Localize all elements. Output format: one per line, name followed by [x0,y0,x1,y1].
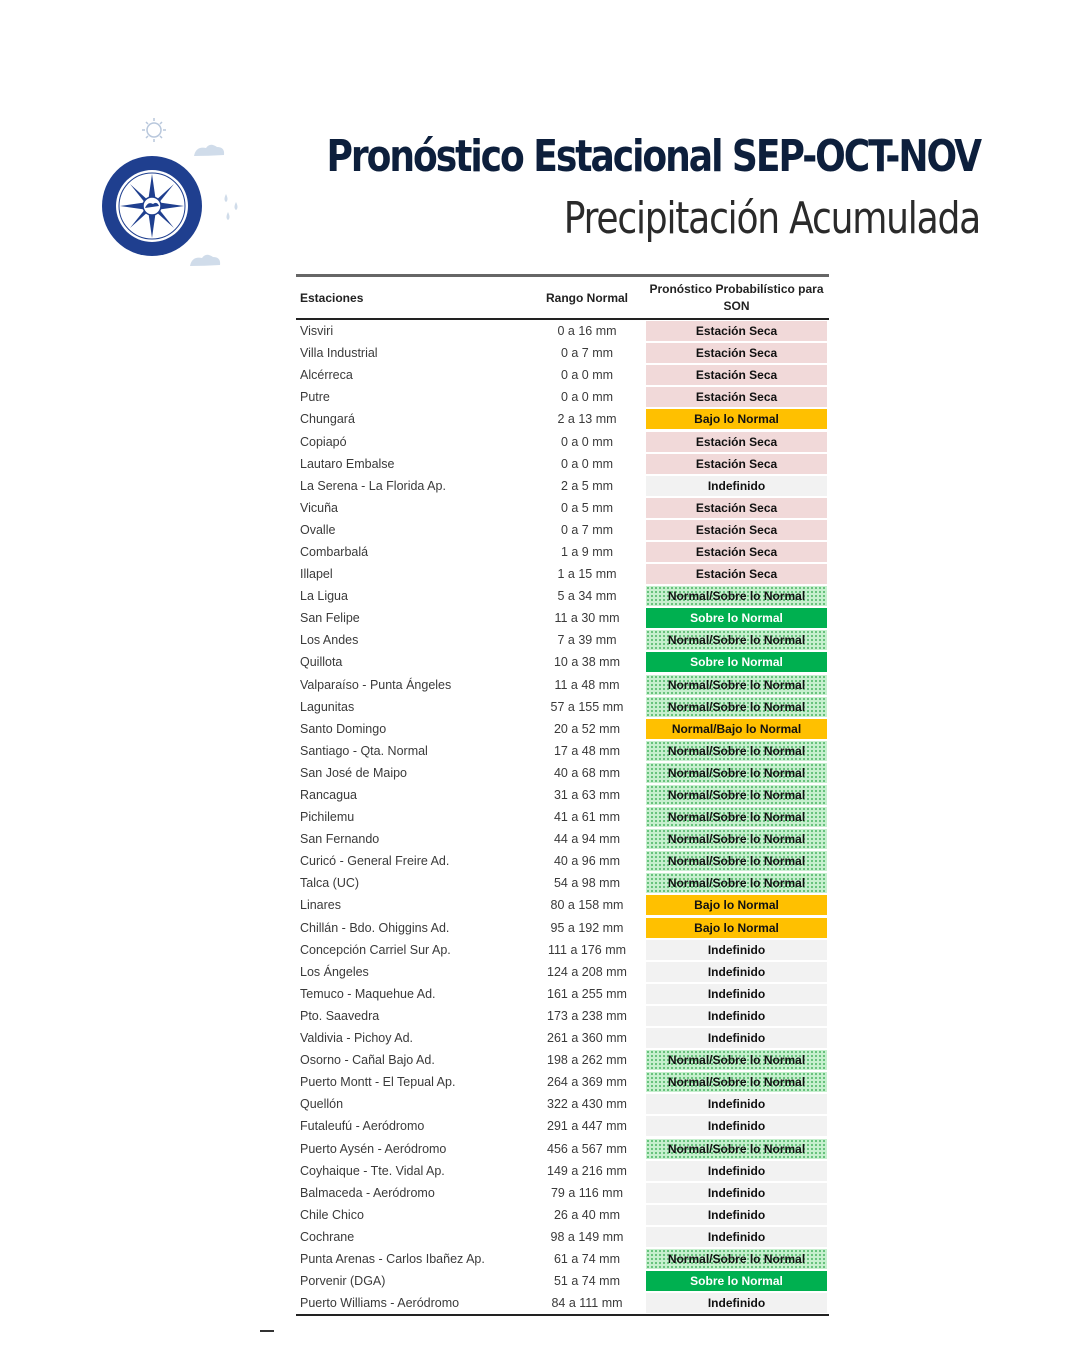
table-row [296,342,829,364]
normal-range: 98 a 149 mm [550,1229,624,1244]
station-name: Osorno - Cañal Bajo Ad. [300,1053,435,1068]
forecast-table [296,274,829,1316]
table-row [296,894,829,916]
station-name: Los Ángeles [300,964,369,979]
table-row [296,1182,829,1204]
normal-range: 17 a 48 mm [553,743,620,758]
normal-range: 111 a 176 mm [547,942,627,957]
normal-range: 95 a 192 mm [550,920,624,935]
normal-range: 80 a 158 mm [550,898,624,913]
page-subtitle: Precipitación Acumulada [563,193,980,244]
table-row [296,850,829,872]
forecast-badge: Normal/Sobre lo Normal [646,829,827,849]
normal-range: 20 a 52 mm [553,721,620,736]
forecast-badge: Normal/Sobre lo Normal [646,785,827,805]
station-name: Visviri [300,324,334,339]
normal-range: 173 a 238 mm [547,1008,627,1023]
forecast-badge: Normal/Sobre lo Normal [646,630,827,650]
table-row [296,607,829,629]
table-row [296,519,829,541]
table-row [296,1270,829,1292]
normal-range: 161 a 255 mm [547,986,627,1001]
forecast-badge: Estación Seca [646,321,827,341]
normal-range: 61 a 74 mm [553,1251,620,1266]
table-row [296,1049,829,1071]
normal-range: 5 a 34 mm [557,589,617,604]
station-name: Puerto Montt - El Tepual Ap. [300,1075,456,1090]
normal-range: 40 a 68 mm [553,765,620,780]
station-name: Copiapó [300,434,347,449]
normal-range: 11 a 30 mm [554,611,620,626]
station-name: Curicó - General Freire Ad. [300,854,450,869]
forecast-badge: Estación Seca [646,454,827,474]
normal-range: 1 a 9 mm [560,544,614,559]
table-row [296,762,829,784]
station-name: Valparaíso - Punta Ángeles [300,677,452,692]
forecast-badge: Estación Seca [646,387,827,407]
station-name: Talca (UC) [300,876,360,891]
station-name: San Fernando [300,832,380,847]
table-row [296,983,829,1005]
station-name: Temuco - Maquehue Ad. [300,986,436,1001]
station-name: Pto. Saavedra [300,1008,380,1023]
forecast-badge: Normal/Sobre lo Normal [646,697,827,717]
normal-range: 51 a 74 mm [553,1274,620,1289]
forecast-badge: Indefinido [646,1094,827,1114]
forecast-badge: Indefinido [646,1028,827,1048]
table-row [296,784,829,806]
station-name: Combarbalá [300,544,369,559]
forecast-badge: Bajo lo Normal [646,918,827,938]
table-row [296,1292,829,1314]
station-name: Villa Industrial [300,346,378,361]
forecast-badge: Indefinido [646,1116,827,1136]
normal-range: 0 a 0 mm [560,456,614,471]
table-row [296,497,829,519]
table-row [296,629,829,651]
forecast-badge: Sobre lo Normal [646,1271,827,1291]
station-name: Puerto Williams - Aeródromo [300,1296,460,1311]
station-name: San José de Maipo [300,765,408,780]
normal-range: 149 a 216 mm [547,1163,627,1178]
forecast-badge: Indefinido [646,1161,827,1181]
normal-range: 79 a 116 mm [550,1185,624,1200]
table-row [296,917,829,939]
forecast-badge: Estación Seca [646,564,827,584]
station-name: Chillán - Bdo. Ohiggins Ad. [300,920,450,935]
normal-range: 0 a 7 mm [560,346,614,361]
forecast-badge: Normal/Sobre lo Normal [646,851,827,871]
normal-range: 54 a 98 mm [553,876,620,891]
table-row [296,1093,829,1115]
normal-range: 124 a 208 mm [547,964,627,979]
normal-range: 44 a 94 mm [553,832,620,847]
forecast-badge: Indefinido [646,476,827,496]
forecast-badge: Normal/Bajo lo Normal [646,719,827,739]
normal-range: 0 a 0 mm [560,434,614,449]
station-name: Balmaceda - Aeródromo [300,1185,435,1200]
table-row [296,740,829,762]
normal-range: 0 a 7 mm [560,522,614,537]
side-line [260,1330,274,1332]
table-row [296,1204,829,1226]
forecast-badge: Normal/Sobre lo Normal [646,1050,827,1070]
normal-range: 26 a 40 mm [553,1207,620,1222]
normal-range: 57 a 155 mm [550,699,624,714]
station-name: La Ligua [300,589,348,604]
station-name: Futaleufú - Aeródromo [300,1119,425,1134]
normal-range: 0 a 0 mm [560,390,614,405]
station-name: Coyhaique - Tte. Vidal Ap. [300,1163,445,1178]
forecast-badge: Indefinido [646,962,827,982]
station-name: Linares [300,898,341,913]
forecast-badge: Bajo lo Normal [646,895,827,915]
normal-range: 261 a 360 mm [547,1031,627,1046]
table-row [296,541,829,563]
table-row [296,828,829,850]
station-name: Concepción Carriel Sur Ap. [300,942,451,957]
table-row [296,1137,829,1159]
forecast-badge: Estación Seca [646,520,827,540]
normal-range: 264 a 369 mm [547,1075,627,1090]
table-row [296,430,829,452]
station-name: Quillota [300,655,343,670]
table-row [296,563,829,585]
forecast-badge: Estación Seca [646,498,827,518]
forecast-badge: Bajo lo Normal [646,409,827,429]
station-name: Porvenir (DGA) [300,1274,386,1289]
title-block [183,126,980,250]
table-row [296,1160,829,1182]
table-row [296,1248,829,1270]
forecast-badge: Normal/Sobre lo Normal [646,1139,827,1159]
table-row [296,1027,829,1049]
station-name: Santiago - Qta. Normal [300,743,428,758]
table-row [296,475,829,497]
station-name: Pichilemu [300,810,355,825]
station-name: San Felipe [300,611,360,626]
normal-range: 10 a 38 mm [553,655,620,670]
table-row [296,961,829,983]
table-row [296,872,829,894]
normal-range: 322 a 430 mm [547,1097,627,1112]
station-name: Ovalle [300,522,336,537]
forecast-badge: Indefinido [646,984,827,1004]
forecast-badge: Indefinido [646,940,827,960]
table-row [296,651,829,673]
forecast-badge: Indefinido [646,1205,827,1225]
table-row [296,1071,829,1093]
forecast-badge: Normal/Sobre lo Normal [646,873,827,893]
normal-range: 41 a 61 mm [553,810,620,825]
forecast-badge: Indefinido [646,1183,827,1203]
forecast-badge: Estación Seca [646,365,827,385]
forecast-badge: Sobre lo Normal [646,608,827,628]
table-row [296,696,829,718]
table-row [296,320,829,342]
station-name: Chungará [300,412,355,427]
forecast-badge: Normal/Sobre lo Normal [646,1072,827,1092]
table-header [296,277,829,320]
normal-range: 2 a 5 mm [560,478,614,493]
normal-range: 0 a 16 mm [557,324,617,339]
forecast-badge: Normal/Sobre lo Normal [646,807,827,827]
header-range: Rango Normal [545,290,628,305]
station-name: Puerto Aysén - Aeródromo [300,1141,447,1156]
table-row [296,674,829,696]
normal-range: 2 a 13 mm [557,412,617,427]
forecast-badge: Estación Seca [646,542,827,562]
forecast-badge: Normal/Sobre lo Normal [646,1249,827,1269]
normal-range: 11 a 48 mm [554,677,620,692]
normal-range: 0 a 5 mm [560,500,614,515]
forecast-badge: Indefinido [646,1227,827,1247]
normal-range: 31 a 63 mm [553,788,620,803]
station-name: Putre [300,390,330,405]
station-name: Santo Domingo [300,721,387,736]
forecast-badge: Normal/Sobre lo Normal [646,675,827,695]
normal-range: 0 a 0 mm [560,368,614,383]
station-name: La Serena - La Florida Ap. [300,478,446,493]
forecast-badge: Normal/Sobre lo Normal [646,586,827,606]
forecast-badge: Estación Seca [646,343,827,363]
table-row [296,1005,829,1027]
normal-range: 291 a 447 mm [547,1119,627,1134]
normal-range: 40 a 96 mm [553,854,620,869]
station-name: Chile Chico [300,1207,364,1222]
header-forecast: Pronóstico Probabilístico para SON [649,281,824,313]
table-row [296,386,829,408]
station-name: Punta Arenas - Carlos Ibañez Ap. [300,1251,485,1266]
table-body [296,320,829,1314]
table-row [296,364,829,386]
forecast-badge: Normal/Sobre lo Normal [646,763,827,783]
table-row [296,1115,829,1137]
station-name: Illapel [300,567,333,582]
table-row [296,585,829,607]
normal-range: 84 a 111 mm [551,1296,623,1311]
station-name: Rancagua [300,788,357,803]
forecast-badge: Estación Seca [646,432,827,452]
table-row [296,806,829,828]
station-name: Los Andes [300,633,359,648]
normal-range: 7 a 39 mm [557,633,617,648]
station-name: Vicuña [300,500,338,515]
normal-range: 456 a 567 mm [547,1141,627,1156]
header-stations: Estaciones [300,290,364,305]
table-row [296,939,829,961]
forecast-badge: Sobre lo Normal [646,652,827,672]
station-name: Quellón [300,1097,344,1112]
table-row [296,718,829,740]
forecast-badge: Indefinido [646,1293,827,1313]
station-name: Lagunitas [300,699,355,714]
station-name: Cochrane [300,1229,355,1244]
table-row [296,453,829,475]
normal-range: 1 a 15 mm [557,567,617,582]
table-row [296,408,829,430]
station-name: Alcérreca [300,368,353,383]
forecast-badge: Normal/Sobre lo Normal [646,741,827,761]
forecast-badge: Indefinido [646,1006,827,1026]
page-title: Pronóstico Estacional SEP-OCT-NOV [326,131,980,182]
normal-range: 198 a 262 mm [547,1053,627,1068]
station-name: Valdivia - Pichoy Ad. [300,1031,414,1046]
station-name: Lautaro Embalse [300,456,395,471]
table-row [296,1226,829,1248]
